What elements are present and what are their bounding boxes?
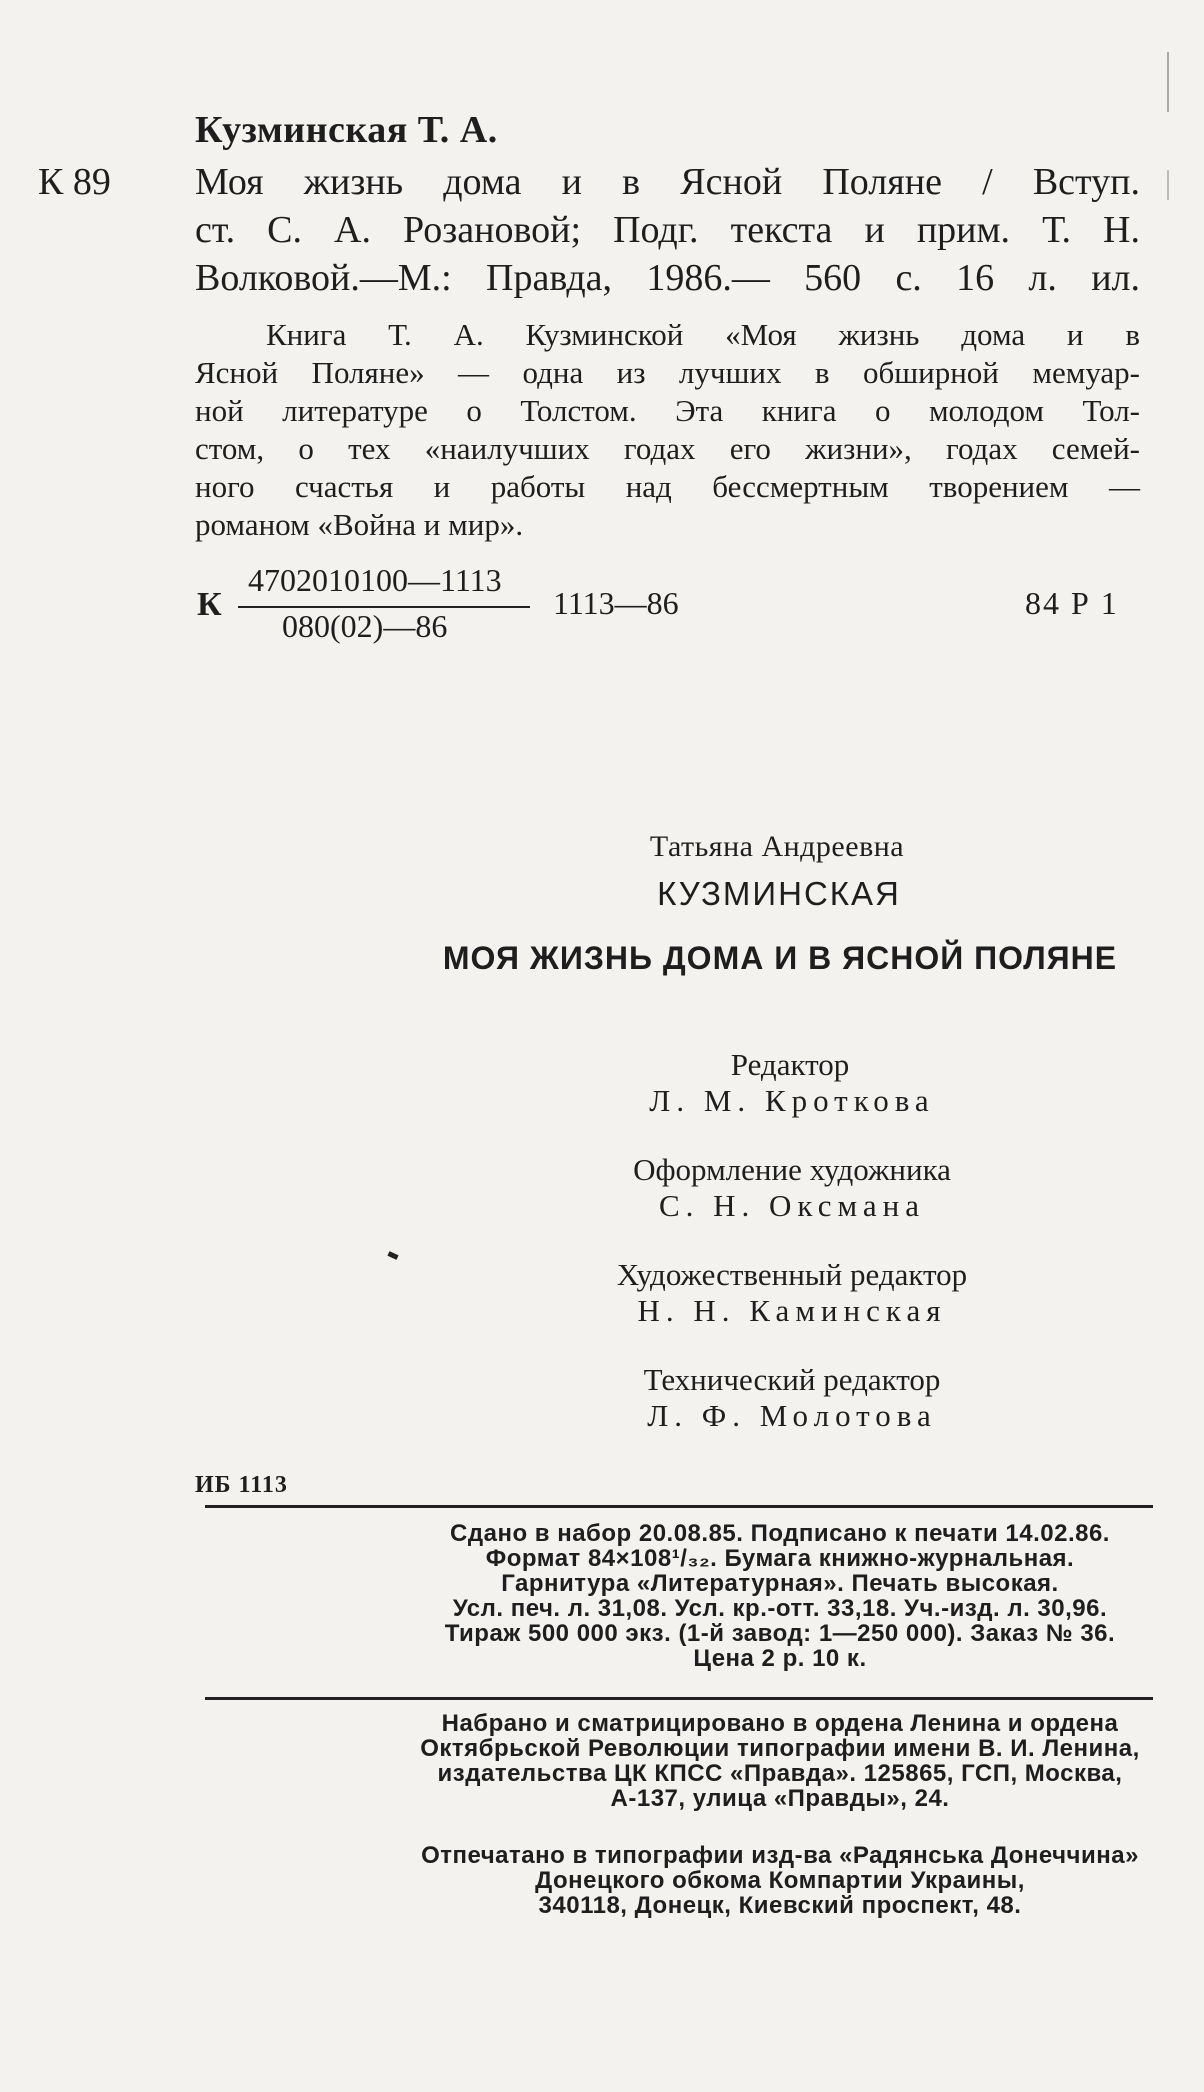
divider: [205, 1697, 1153, 1700]
imprint-line: Гарнитура «Литературная». Печать высокая.: [501, 1570, 1059, 1597]
credit-role: Технический редактор: [643, 1362, 941, 1397]
credit-role: Оформление художника: [633, 1152, 951, 1187]
printed-line: Донецкого обкома Компартии Украины,: [535, 1867, 1025, 1894]
credit-name: С. Н. Оксмана: [658, 1188, 925, 1223]
card-description-line: Волковой.—М.: Правда, 1986.— 560 с. 16 л. ил.: [195, 257, 1140, 299]
author-name: Татьяна Андреевна: [649, 830, 905, 863]
credit-name: Л. Ф. Молотова: [647, 1398, 937, 1433]
printed-line: Отпечатано в типографии изд-ва «Радянська Донеччина»: [421, 1842, 1139, 1869]
printer-line: издательства ЦК КПСС «Правда». 125865, ГСП, Москва,: [437, 1760, 1123, 1787]
imprint-line: Тираж 500 000 экз. (1-й завод: 1—250 000). Заказ № 36.: [444, 1620, 1116, 1647]
classification-denominator: 080(02)—86: [282, 608, 448, 644]
bbk-code: 84 Р 1: [1025, 585, 1119, 621]
classification-letter: К: [197, 586, 222, 623]
printer-line: А-137, улица «Правды», 24.: [610, 1785, 950, 1812]
page-edge-mark: [1167, 52, 1169, 112]
classification-code: 1113—86: [553, 585, 679, 621]
imprint-line: Усл. печ. л. 31,08. Усл. кр.-отт. 33,18. Уч.-изд. л. 30,96.: [452, 1595, 1108, 1622]
annotation-line: Ясной Поляне» — одна из лучших в обширной мемуар-: [195, 355, 1140, 390]
card-description-line: Моя жизнь дома и в Ясной Поляне / Вступ.: [195, 161, 1140, 203]
page-edge-mark: [1167, 170, 1169, 200]
divider: [205, 1505, 1153, 1508]
classification-numerator: 4702010100—1113: [248, 562, 502, 598]
credit-name: Л. М. Кроткова: [649, 1083, 935, 1118]
annotation-line: ной литературе о Толстом. Эта книга о молодом Тол-: [195, 393, 1140, 428]
card-author: Кузминская Т. А.: [195, 109, 498, 151]
printed-line: 340118, Донецк, Киевский проспект, 48.: [538, 1892, 1022, 1919]
annotation-line: романом «Война и мир».: [195, 507, 524, 542]
imprint-line: Сдано в набор 20.08.85. Подписано к печати 14.02.86.: [450, 1520, 1110, 1547]
credit-name: Н. Н. Каминская: [637, 1293, 947, 1328]
credit-role: Художественный редактор: [616, 1257, 968, 1292]
annotation-line: Книга Т. А. Кузминской «Моя жизнь дома и в: [266, 317, 1140, 352]
printer-line: Набрано и сматрицировано в ордена Ленина и ордена: [441, 1710, 1119, 1737]
credit-role: Редактор: [730, 1047, 850, 1082]
annotation-line: стом, о тех «наилучших годах его жизни», годах семей-: [195, 431, 1140, 466]
printer-line: Октябрьской Революции типографии имени В. И. Ленина,: [420, 1735, 1140, 1762]
book-title: МОЯ ЖИЗНЬ ДОМА И В ЯСНОЙ ПОЛЯНЕ: [442, 940, 1118, 976]
author-surname: КУЗМИНСКАЯ: [657, 875, 901, 912]
imprint-line: Цена 2 р. 10 к.: [693, 1645, 867, 1672]
imprint-line: Формат 84×108¹/₃₂. Бумага книжно-журнальная.: [485, 1545, 1075, 1572]
annotation-line: ного счастья и работы над бессмертным творением —: [195, 469, 1140, 504]
ib-number: ИБ 1113: [195, 1472, 288, 1498]
card-description-line: ст. С. А. Розановой; Подг. текста и прим. Т. Н.: [195, 209, 1140, 251]
card-code: К 89: [38, 161, 111, 203]
